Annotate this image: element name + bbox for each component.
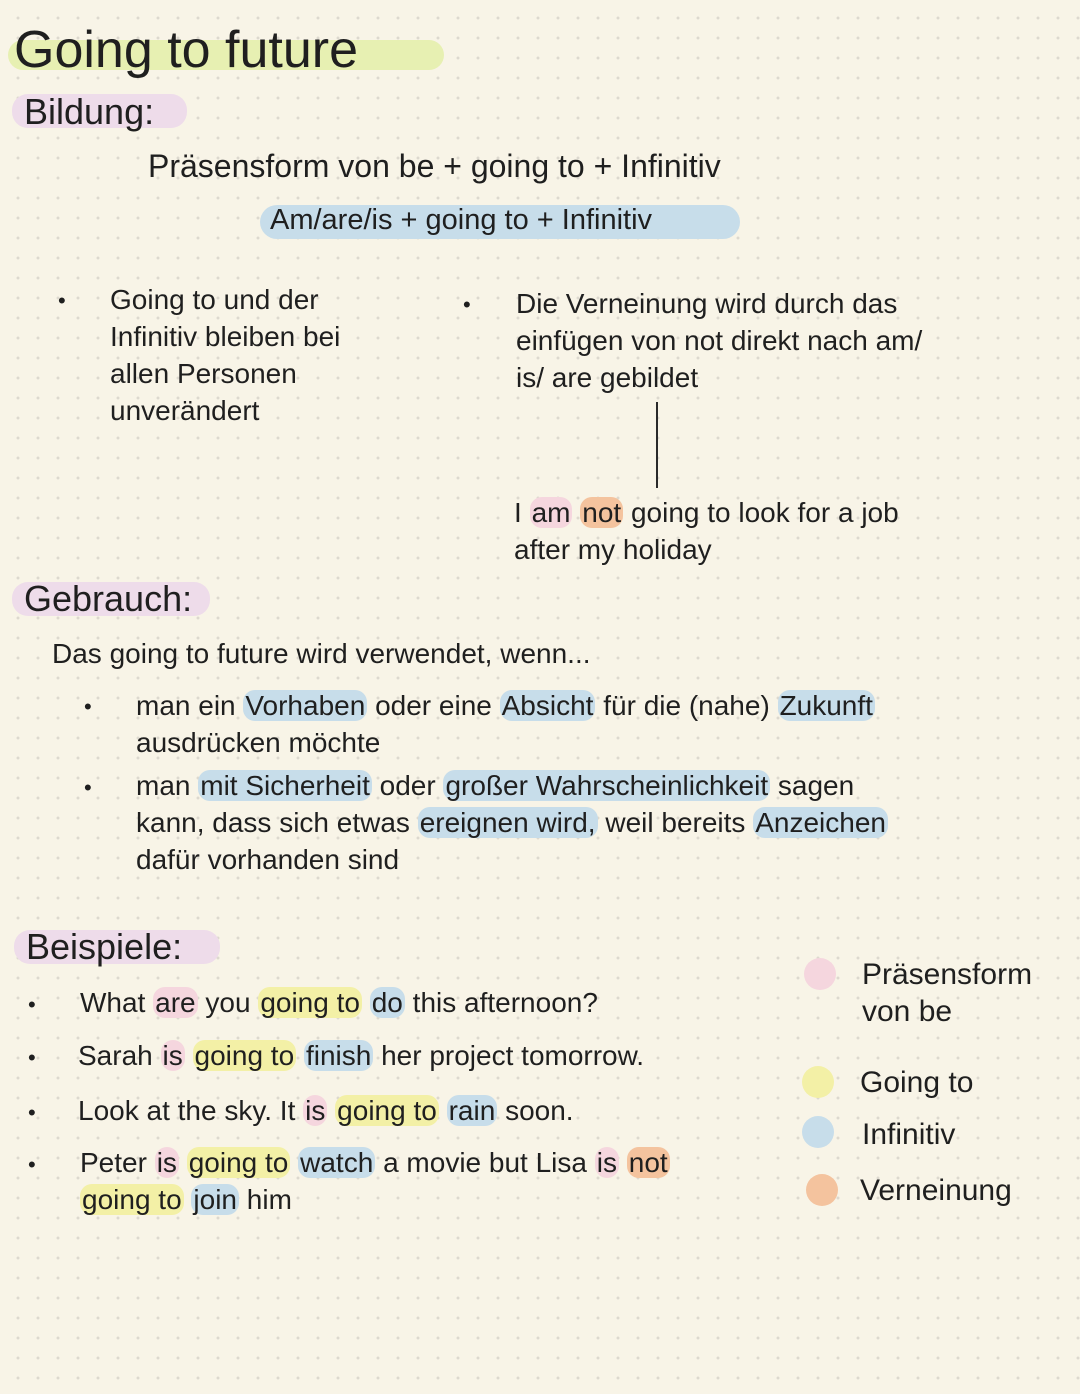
page-title: Going to future xyxy=(14,21,358,79)
formula-line-1: Präsensform von be + going to + Infinitiv xyxy=(148,148,721,184)
legend-label-praesensform: Präsensform von be xyxy=(862,958,1033,1028)
bullet-icon: • xyxy=(84,775,92,800)
formula-line-2: Am/are/is + going to + Infinitiv xyxy=(270,204,653,236)
bullet-icon: • xyxy=(463,292,471,317)
example-3: Look at the sky. It is going to rain soon. xyxy=(78,1095,574,1126)
gebrauch-item-2: man mit Sicherheit oder großer Wahrscheinlichkeit sagen kann, dass sich etwas ereignen wird, weil bereits Anzeichen dafür vorhanden sind xyxy=(136,770,886,875)
note-right-line: einfügen von not direkt nach am/ xyxy=(516,325,923,356)
legend-dot-verneinung xyxy=(806,1174,838,1206)
gebrauch-intro: Das going to future wird verwendet, wenn... xyxy=(52,638,591,669)
bullet-icon: • xyxy=(28,1152,36,1177)
bullet-icon: • xyxy=(58,288,66,313)
beispiele-heading: Beispiele: xyxy=(26,926,183,967)
note-left-line: Going to und der xyxy=(110,284,319,315)
hl-praesens: am xyxy=(531,497,571,528)
legend-dot-going-to xyxy=(802,1066,834,1098)
legend-dot-praesensform xyxy=(804,958,836,990)
note-left-line: allen Personen xyxy=(110,358,297,389)
note-left xyxy=(110,281,340,429)
gebrauch-item-1: man ein Vorhaben oder eine Absicht für die (nahe) Zukunft ausdrücken möchte xyxy=(136,690,873,758)
note-right-line: is/ are gebildet xyxy=(516,362,699,393)
bildung-heading: Bildung: xyxy=(24,91,155,132)
legend-label-infinitiv: Infinitiv xyxy=(862,1118,956,1151)
negation-example xyxy=(514,494,899,568)
negation-example-line-2: after my holiday xyxy=(514,534,712,565)
note-right-line: Die Verneinung wird durch das xyxy=(516,288,898,319)
hl-verneinung: not xyxy=(582,497,622,528)
bullet-icon: • xyxy=(28,992,36,1017)
note-left-line: Infinitiv bleiben bei xyxy=(110,321,341,352)
legend-label-going-to: Going to xyxy=(860,1066,974,1099)
negation-example-line-1: I am not going to look for a job xyxy=(514,497,899,528)
bullet-icon: • xyxy=(84,694,92,719)
gebrauch-heading: Gebrauch: xyxy=(24,578,193,619)
note-right xyxy=(516,285,922,396)
legend-label-verneinung: Verneinung xyxy=(860,1174,1012,1207)
example-2: Sarah is going to finish her project tomorrow. xyxy=(78,1040,645,1071)
note-left-line: unverändert xyxy=(110,395,260,426)
connector-line xyxy=(656,402,658,488)
bullet-icon: • xyxy=(28,1045,36,1070)
example-1: What are you going to do this afternoon? xyxy=(80,987,598,1018)
bullet-icon: • xyxy=(28,1100,36,1125)
example-4: Peter is going to watch a movie but Lisa is not going to join him xyxy=(80,1147,668,1215)
legend-dot-infinitiv xyxy=(802,1116,834,1148)
